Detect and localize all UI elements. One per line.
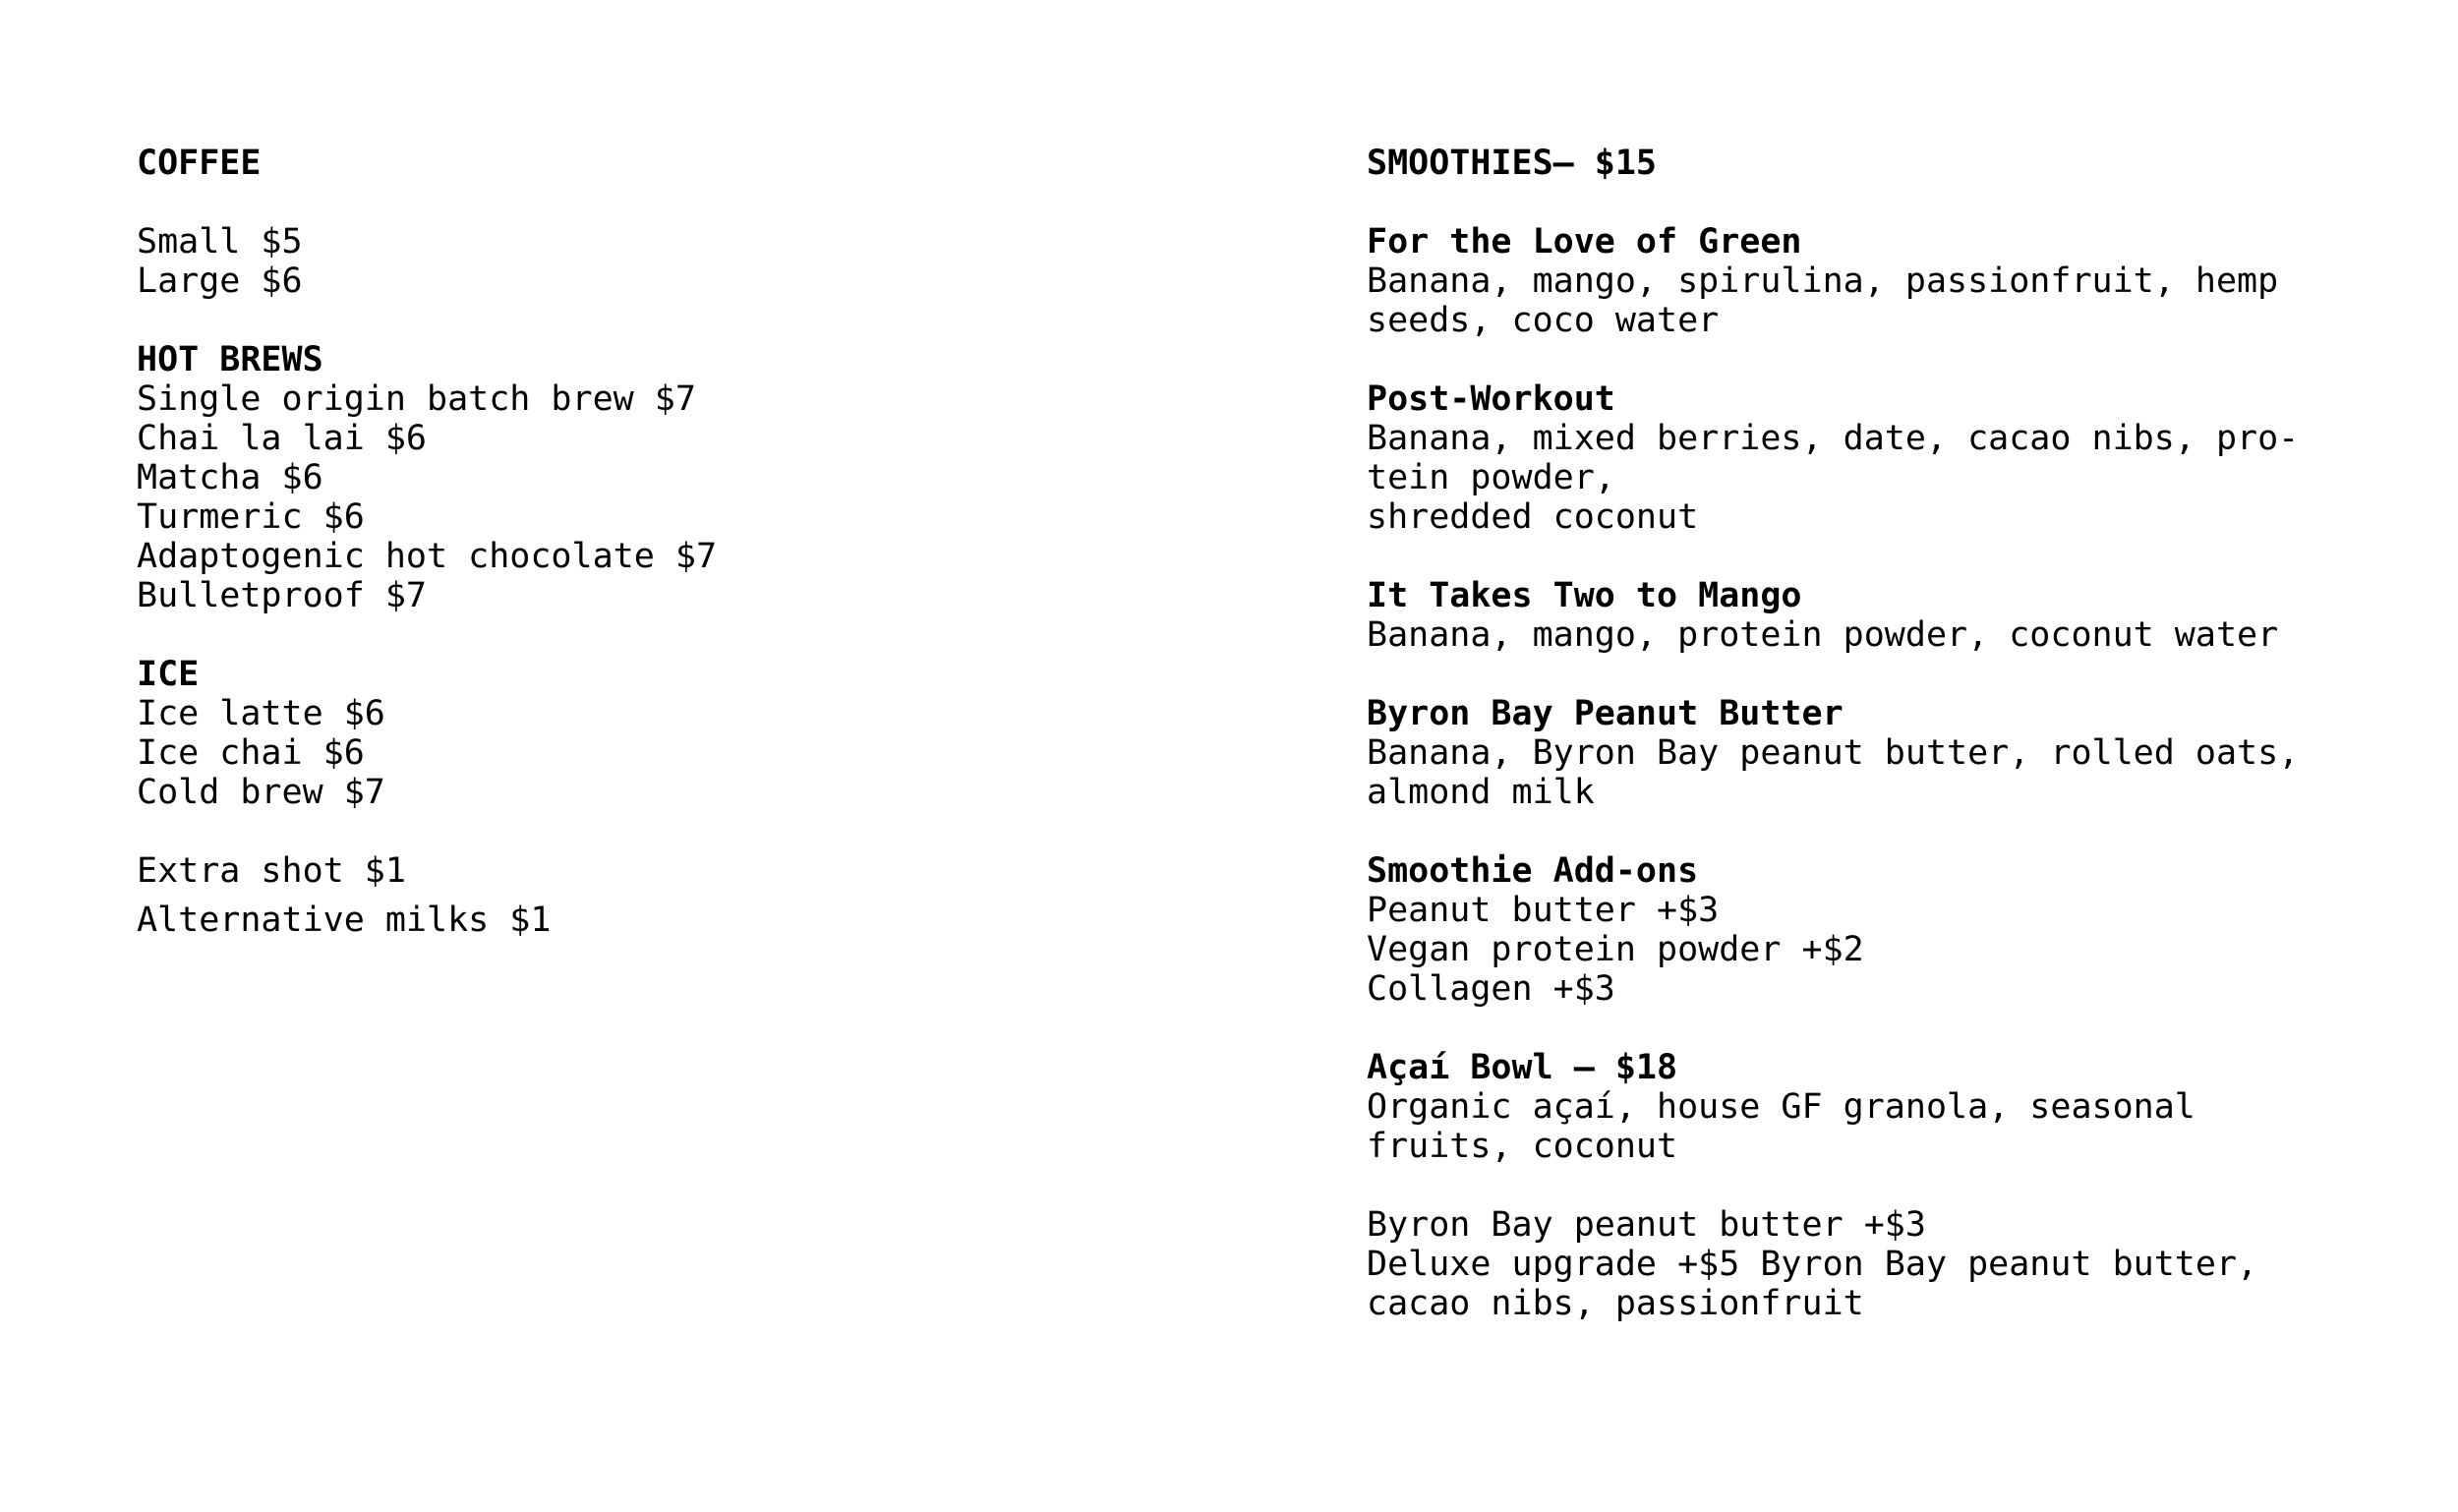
smoothies-column <box>1367 144 2399 1323</box>
addon-item: Peanut butter +$3 <box>1367 891 1720 930</box>
menu-item-chai: Chai la lai $6 <box>137 419 428 458</box>
smoothies-heading: SMOOTHIES– $15 <box>1367 144 1658 183</box>
smoothie-name-post-workout: Post-Workout <box>1367 379 1615 419</box>
smoothie-name-peanut-butter: Byron Bay Peanut Butter <box>1367 694 1844 733</box>
ice-heading: ICE <box>137 655 200 694</box>
addon-item: Collagen +$3 <box>1367 969 1615 1009</box>
addons-heading: Smoothie Add-ons <box>1367 851 1699 891</box>
size-small: Small $5 <box>137 222 303 262</box>
menu-item-ice-latte: Ice latte $6 <box>137 694 385 733</box>
coffee-heading: COFFEE <box>137 144 262 183</box>
smoothie-name-mango: It Takes Two to Mango <box>1367 576 1802 615</box>
menu-item-cold-brew: Cold brew $7 <box>137 773 385 812</box>
acai-desc: Organic açaí, house GF granola, seasonal <box>1367 1087 2195 1127</box>
acai-extra: Deluxe upgrade +$5 Byron Bay peanut butter, <box>1367 1245 2258 1284</box>
smoothie-name-green: For the Love of Green <box>1367 222 1802 262</box>
extra-shot: Extra shot $1 <box>137 851 406 891</box>
coffee-column <box>137 144 1218 940</box>
acai-heading: Açaí Bowl – $18 <box>1367 1048 1678 1087</box>
smoothie-desc: Banana, Byron Bay peanut butter, rolled oats, <box>1367 733 2300 773</box>
addon-item: Vegan protein powder +$2 <box>1367 930 1864 969</box>
acai-extra: cacao nibs, passionfruit <box>1367 1284 1864 1323</box>
menu-item-bulletproof: Bulletproof $7 <box>137 576 428 615</box>
acai-desc: fruits, coconut <box>1367 1127 1678 1166</box>
smoothie-desc: Banana, mixed berries, date, cacao nibs, pro- <box>1367 419 2300 458</box>
smoothie-desc: seeds, coco water <box>1367 301 1720 340</box>
menu-item-ice-chai: Ice chai $6 <box>137 733 365 773</box>
acai-extra: Byron Bay peanut butter +$3 <box>1367 1205 1926 1245</box>
hot-brews-heading: HOT BREWS <box>137 340 323 379</box>
smoothie-desc: almond milk <box>1367 773 1595 812</box>
menu-item-turmeric: Turmeric $6 <box>137 497 365 537</box>
menu-item-batch-brew: Single origin batch brew $7 <box>137 379 696 419</box>
smoothie-desc: Banana, mango, protein powder, coconut water <box>1367 615 2279 655</box>
size-large: Large $6 <box>137 262 303 301</box>
smoothie-desc: shredded coconut <box>1367 497 1699 537</box>
smoothie-desc: Banana, mango, spirulina, passionfruit, hemp <box>1367 262 2279 301</box>
menu-item-hot-chocolate: Adaptogenic hot chocolate $7 <box>137 537 718 576</box>
alternative-milks: Alternative milks $1 <box>137 901 552 940</box>
smoothie-desc: tein powder, <box>1367 458 1615 497</box>
menu-item-matcha: Matcha $6 <box>137 458 323 497</box>
